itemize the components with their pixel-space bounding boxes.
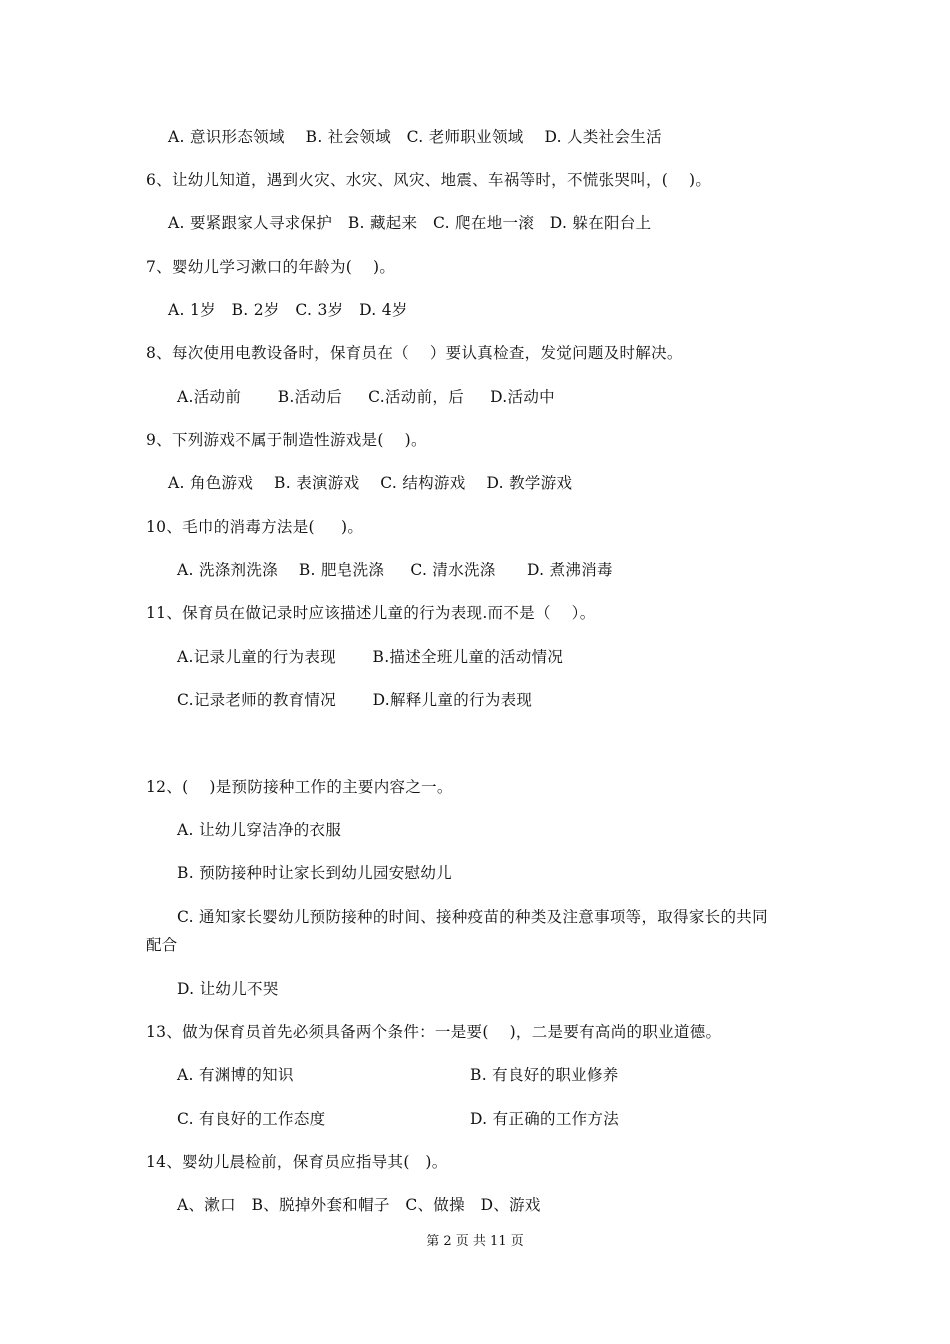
q7-question: 7、婴幼儿学习漱口的年龄为( )。	[146, 258, 396, 276]
q13-option-d: D. 有正确的工作方法	[470, 1110, 620, 1128]
q11-options-row2: C.记录老师的教育情况 D.解释儿童的行为表现	[177, 691, 533, 709]
q12-option-b: B. 预防接种时让家长到幼儿园安慰幼儿	[177, 864, 452, 882]
q10-question: 10、毛巾的消毒方法是( )。	[146, 518, 364, 536]
q9-options: A. 角色游戏 B. 表演游戏 C. 结构游戏 D. 教学游戏	[168, 474, 573, 492]
q14-question: 14、婴幼儿晨检前，保育员应指导其( )。	[146, 1153, 448, 1171]
q13-option-b: B. 有良好的职业修养	[470, 1066, 619, 1084]
q7-options: A. 1岁 B. 2岁 C. 3岁 D. 4岁	[168, 301, 408, 319]
q6-question: 6、让幼儿知道，遇到火灾、水灾、风灾、地震、车祸等时，不慌张哭叫，( )。	[146, 171, 712, 189]
q8-question: 8、每次使用电教设备时，保育员在（ ）要认真检查，发觉问题及时解决。	[146, 344, 683, 362]
q8-options: A.活动前 B.活动后 C.活动前，后 D.活动中	[177, 388, 555, 406]
q12-option-c-cont: 配合	[146, 936, 178, 954]
q11-question: 11、保育员在做记录时应该描述儿童的行为表现.而不是（ ）。	[146, 604, 596, 622]
q11-options-row1: A.记录儿童的行为表现 B.描述全班儿童的活动情况	[177, 648, 564, 666]
q13-question: 13、做为保育员首先必须具备两个条件：一是要( )，二是要有高尚的职业道德。	[146, 1023, 722, 1041]
q9-question: 9、下列游戏不属于制造性游戏是( )。	[146, 431, 427, 449]
q14-options: A、漱口 B、脱掉外套和帽子 C、做操 D、游戏	[177, 1196, 541, 1214]
q13-option-a: A. 有渊博的知识	[177, 1066, 294, 1084]
q5-options: A. 意识形态领域 B. 社会领域 C. 老师职业领域 D. 人类社会生活	[168, 128, 662, 146]
q12-option-a: A. 让幼儿穿洁净的衣服	[177, 821, 342, 839]
q12-option-d: D. 让幼儿不哭	[177, 980, 279, 998]
q10-options: A. 洗涤剂洗涤 B. 肥皂洗涤 C. 清水洗涤 D. 煮沸消毒	[177, 561, 613, 579]
page-footer: 第 2 页 共 11 页	[426, 1234, 524, 1249]
q13-option-c: C. 有良好的工作态度	[177, 1110, 326, 1128]
q6-options: A. 要紧跟家人寻求保护 B. 藏起来 C. 爬在地一滚 D. 躲在阳台上	[168, 214, 652, 232]
q12-question: 12、( )是预防接种工作的主要内容之一。	[146, 778, 453, 796]
q12-option-c: C. 通知家长婴幼儿预防接种的时间、接种疫苗的种类及注意事项等，取得家长的共同	[177, 908, 768, 926]
